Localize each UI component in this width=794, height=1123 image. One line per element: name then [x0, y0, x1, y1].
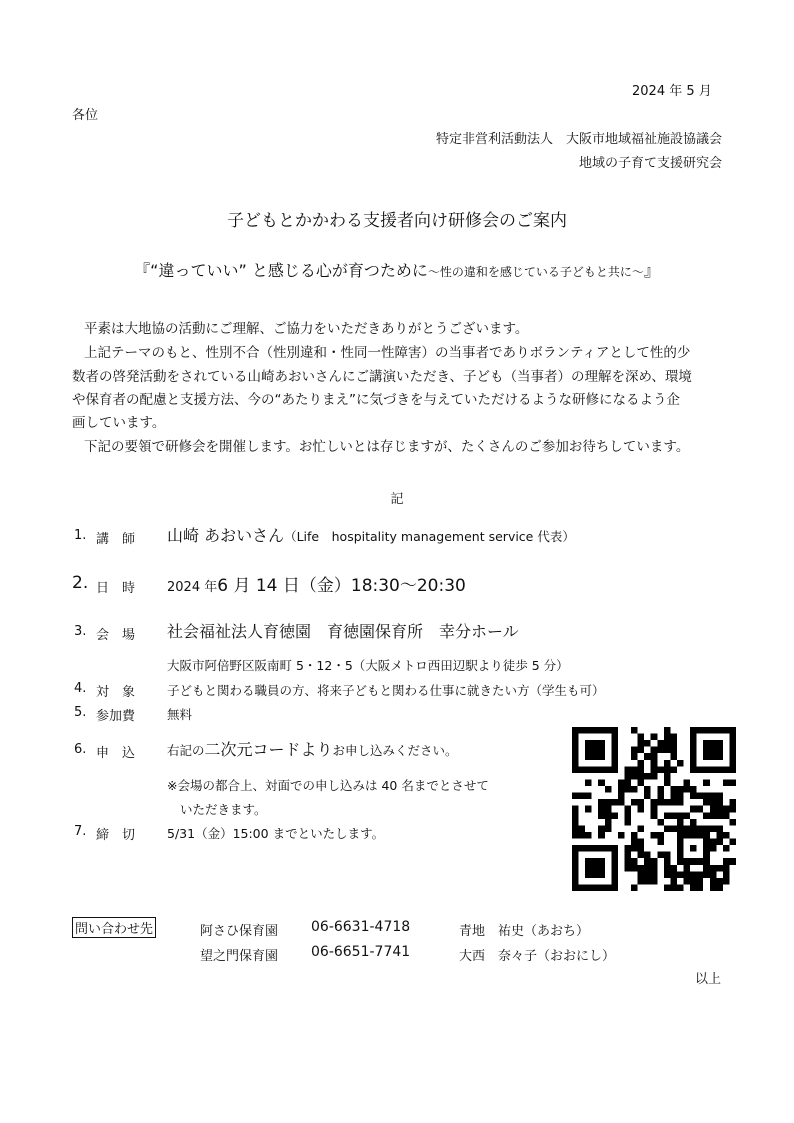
- item-3-label: 会 場: [96, 628, 136, 643]
- contact-label: 問い合わせ先: [72, 917, 156, 938]
- event-date: 6 月 14 日（金）18:30～20:30: [217, 576, 466, 596]
- item-6-label: 申 込: [96, 746, 136, 761]
- deadline-value: 5/31（金）15:00 までといたします。: [167, 826, 385, 841]
- organization-sub: 地域の子育て支援研究会: [578, 156, 722, 171]
- item-1-label: 講 師: [96, 532, 136, 547]
- apply-pre: 右記の: [167, 743, 205, 758]
- contact-place-2: 望之門保育園: [200, 949, 279, 964]
- page-subtitle: [0, 258, 794, 281]
- subtitle-small: ～性の違和を感じている子どもと共に～: [427, 265, 644, 279]
- body-paragraph-2-line-3: や保育者の配慮と支援方法、今の“あたりまえ”に気づきを与えていただけるような研修になるよう企: [72, 392, 680, 408]
- recipient: 各位: [72, 108, 99, 123]
- apply-note-line-2: いただきます。: [180, 802, 267, 817]
- item-2-number: 2.: [72, 573, 89, 593]
- item-5-label: 参加費: [96, 709, 136, 724]
- body-paragraph-2-line-1: 上記テーマのもと、性別不合（性別違和・性同一性障害）の当事者でありボランティアとして性的少: [84, 345, 691, 361]
- contact-phone-1[interactable]: 06-6631-4718: [311, 919, 411, 935]
- item-7-number: 7.: [74, 824, 87, 839]
- item-3-number: 3.: [74, 624, 87, 639]
- item-6-number: 6.: [74, 742, 87, 757]
- item-7-label: 締 切: [96, 828, 136, 843]
- body-paragraph-3: 下記の要領で研修会を開催します。お忙しいとは存じますが、たくさんのご参加お待ちしています。: [84, 439, 690, 455]
- closing-mark: 以上: [695, 972, 722, 987]
- subtitle-open: 『: [134, 261, 151, 280]
- apply-note-line-1: ※会場の都合上、対面での申し込みは 40 名までとさせて: [167, 778, 489, 793]
- event-year: 2024 年: [167, 580, 218, 595]
- organization-name: 特定非営利活動法人 大阪市地域福祉施設協議会: [435, 132, 722, 147]
- item-5-number: 5.: [74, 705, 87, 720]
- subtitle-close: 』: [643, 261, 660, 280]
- contact-person-1: 青地 祐史（あおち）: [459, 924, 590, 939]
- lecturer: [167, 523, 575, 546]
- apply-post: お申し込みください。: [332, 743, 458, 758]
- apply-instructions: [167, 737, 458, 760]
- body-paragraph-1: 平素は大地協の活動にご理解、ご協力をいただきありがとうございます。: [84, 321, 529, 337]
- item-2-label: 日 時: [96, 581, 136, 596]
- subtitle-main: “違っていい” と感じる心が育つために: [150, 261, 428, 280]
- lecturer-name: 山崎 あおいさん: [167, 526, 285, 545]
- target-audience: 子どもと関わる職員の方、将来子どもと関わる仕事に就きたい方（学生も可）: [167, 683, 605, 698]
- lecturer-affiliation: （Life hospitality management service 代表）: [284, 529, 575, 544]
- fee-value: 無料: [167, 707, 193, 722]
- venue-address: 大阪市阿倍野区阪南町 5・12・5（大阪メトロ西田辺駅より徒歩 5 分）: [167, 658, 569, 673]
- qr-code-icon[interactable]: [572, 727, 736, 891]
- body-paragraph-2-line-2: 数者の啓発活動をされている山崎あおいさんにご講演いただき、子ども（当事者）の理解を深め、環境: [72, 369, 692, 385]
- event-datetime: [167, 571, 466, 596]
- item-4-label: 対 象: [96, 685, 136, 700]
- document-date: 2024 年 5 月: [632, 84, 712, 99]
- apply-emphasis: 二次元コードより: [204, 740, 333, 759]
- body-paragraph-2-line-4: 画しています。: [72, 415, 166, 431]
- contact-place-1: 阿さひ保育園: [200, 924, 279, 939]
- venue-name: 社会福祉法人育徳園 育徳園保育所 幸分ホール: [167, 622, 519, 641]
- item-4-number: 4.: [74, 681, 87, 696]
- page-title: 子どもとかかわる支援者向け研修会のご案内: [227, 211, 567, 231]
- contact-person-2: 大西 奈々子（おおにし）: [459, 949, 616, 964]
- contact-phone-2[interactable]: 06-6651-7741: [311, 944, 411, 960]
- ki-heading: 記: [390, 492, 404, 507]
- item-1-number: 1.: [74, 528, 87, 543]
